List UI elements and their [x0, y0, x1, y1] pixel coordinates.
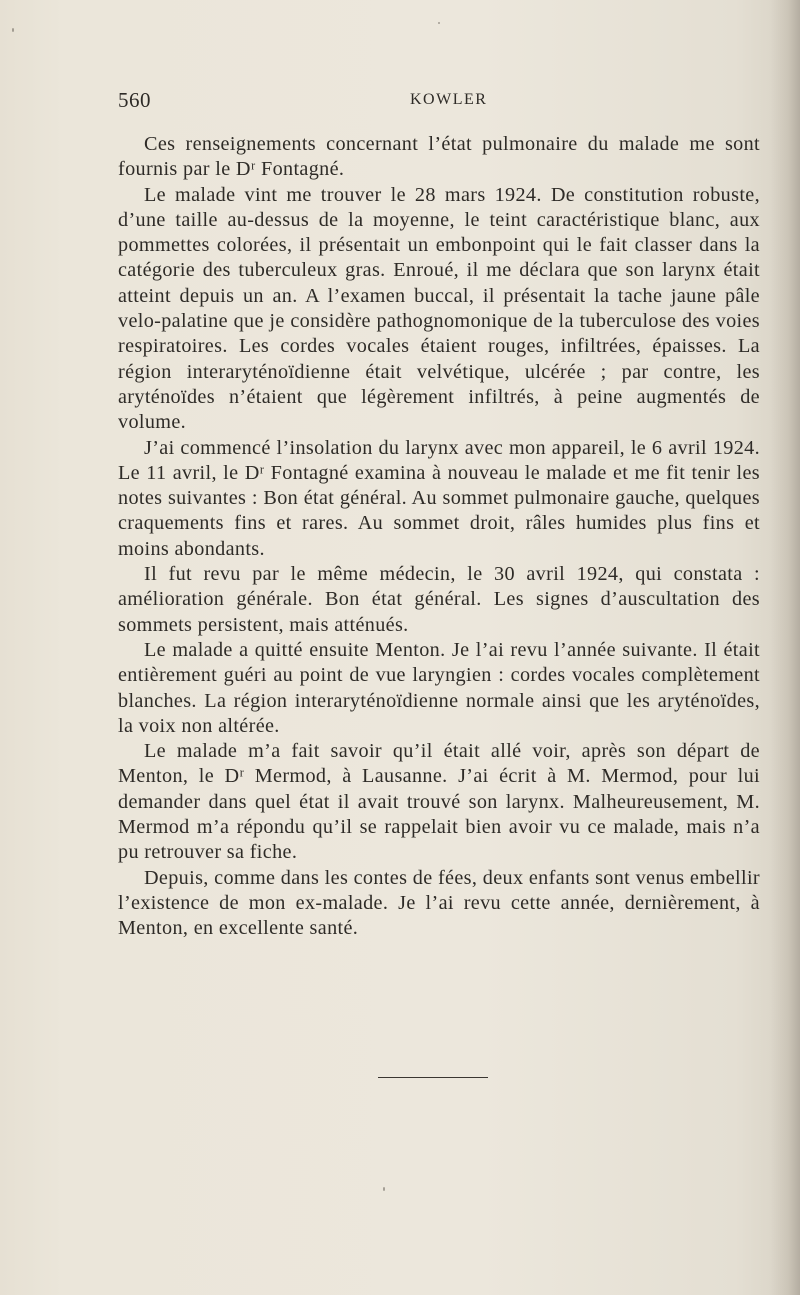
- paragraph: Il fut revu par le même médecin, le 30 avril 1924, qui constata : amélioration générale. Bon état général. Les signes d’auscultation des sommets persistent, mais atténués.: [118, 563, 760, 636]
- paragraph: Le malade m’a fait savoir qu’il était allé voir, après son départ de Menton, le Dʳ Mermod, à Lausanne. J’ai écrit à M. Mermod, pour lui demander dans quel état il avait trouvé son larynx. Malheureusement, M. Mermod m’a répondu qu’il se rappelait bien avoir vu ce malade, mais n’a pu retrouver sa fiche.: [118, 740, 760, 864]
- paragraph: J’ai commencé l’insolation du larynx avec mon appareil, le 6 avril 1924. Le 11 avril, le Dʳ Fontagné examina à nouveau le malade et me fit tenir les notes suivantes : Bon état général. Au sommet pulmonaire gauche, quelques craquements fins et rares. Au sommet droit, râles humides plus fins et moins abondants.: [118, 436, 760, 560]
- page-number: 560: [118, 88, 151, 112]
- page-edge-shadow: [770, 0, 800, 1295]
- page-header: [118, 88, 760, 118]
- paper-speck: [12, 28, 14, 32]
- body-text: [118, 132, 760, 942]
- paragraph: Le malade a quitté ensuite Menton. Je l’ai revu l’année suivante. Il était entièrement guéri au point de vue laryngien : cordes vocales complètement blanches. La région interaryténoïdienne normale ainsi que les aryténoïdes, la voix non altérée.: [118, 638, 760, 737]
- paper-speck: [383, 1187, 385, 1191]
- paragraph: Depuis, comme dans les contes de fées, deux enfants sont venus embellir l’existence de mon ex-malade. Je l’ai revu cette année, dernièrement, à Menton, en excellente santé.: [118, 866, 760, 940]
- paper-speck: [438, 22, 440, 24]
- end-rule: [378, 1077, 488, 1078]
- running-head: KOWLER: [410, 91, 488, 108]
- paragraph: Ces renseignements concernant l’état pulmonaire du malade me sont fournis par le Dʳ Fontagné.: [118, 133, 760, 181]
- paragraph: Le malade vint me trouver le 28 mars 1924. De constitution robuste, d’une taille au-dessus de la moyenne, le teint caractéristique blanc, aux pommettes colorées, il présentait un embonpoint qui le fait classer dans la catégorie des tuberculeux gras. Enroué, il me déclara que son larynx était atteint depuis un an. A l’examen buccal, il présentait la tache jaune pâle velo-palatine que je considère pathognomonique de la tuberculose des voies respiratoires. Les cordes vocales étaient rouges, infiltrées, épaisses. La région interaryténoïdienne était velvétique, ulcérée ; par contre, les aryténoïdes n’étaient que légèrement infiltrés, à peine augmentés de volume.: [118, 183, 760, 434]
